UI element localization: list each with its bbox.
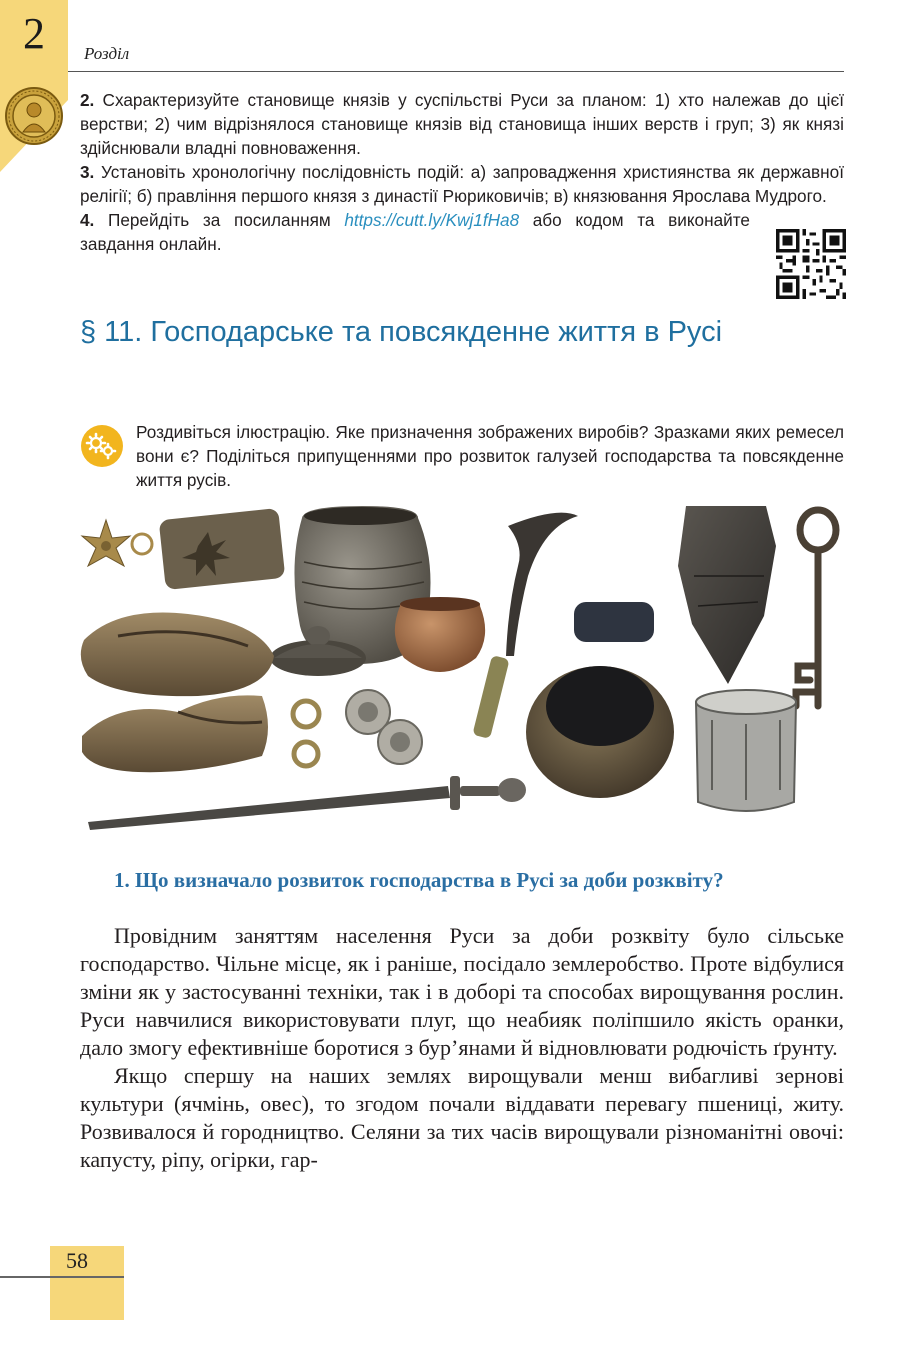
task-3: 3. Установіть хронологічну послідовність подій: а) запровадження християнства як державної релігії; б) правління першого князя з династії Рюриковичів; в) князювання Ярослава Мудрого. [80, 162, 844, 206]
paragraph: Провідним заняттям населення Руси за доби розквіту було сільське господарство. Чільне місце, як і раніше, посідало землеробство. Проте відбулися зміни як у застосуванні техніки, так і в доборі та способах вирощування рослин. Руси навчилися використовувати плуг, що неабияк поліпшило якість оранки, дало змогу ефективніше боротися з бур’янами й відновлювати родючість ґрунту. [80, 923, 844, 1060]
star-pendant [82, 520, 152, 566]
clay-pot-small [395, 597, 485, 672]
chapter-number: 2 [23, 9, 45, 58]
footer-rule [0, 1276, 124, 1278]
task-4: 4. Перейдіть за посиланням https://cutt.ly/Kwj1fHa8 або кодом та виконайте завдання онлайн. [80, 210, 750, 254]
task-list [80, 88, 844, 256]
signet-rings [293, 701, 319, 766]
casting-mold [159, 508, 286, 590]
silver-bracelet [696, 690, 796, 811]
ploughshare [678, 506, 776, 684]
leather-shoe-2 [82, 695, 268, 772]
artifacts-illustration [78, 506, 848, 836]
paragraph: Якщо спершу на наших землях вирощували менш вибагливі зернові культури (ячмінь, овес), то згодом почали віддавати перевагу пшениці, житу. Розвивалося й городництво. Селяни за тих часів вирощували різноманітні овочі: капусту, ріпу, огірки, гар- [80, 1063, 844, 1172]
chapter-label: Розділ [84, 44, 130, 63]
body-text [80, 922, 844, 1174]
task-link[interactable]: https://cutt.ly/Kwj1fHa8 [344, 210, 520, 230]
iron-key [796, 510, 836, 706]
header-rule [68, 71, 844, 72]
chapter-tab [0, 0, 68, 72]
section-title: § 11. Господарське та повсякденне життя в Русі [80, 316, 723, 348]
task-2: 2. Схарактеризуйте становище князів у суспільстві Руси за планом: 1) хто належав до цієї верстви; 2) чим відрізнялося становище князів від становища інших верств і груп; 3) як князі здійснювали владні повноваження. [80, 90, 844, 158]
iron-ingot [574, 602, 654, 642]
page-number: 58 [66, 1248, 88, 1273]
question-heading-1: 1. Що визначало розвиток господарства в Русі за доби розквіту? [114, 868, 724, 892]
bowl-with-grain [526, 666, 674, 798]
icon-emblem [4, 86, 64, 146]
gears-icon [80, 424, 124, 468]
leather-shoe-1 [81, 612, 274, 696]
sword [88, 776, 526, 830]
illustration-prompt: Роздивіться ілюстрацію. Яке призначення зображених виробів? Зразками яких ремесел вони є? Поділіться припущеннями про розвиток галузей господарства та повсякденне життя русів. [136, 422, 844, 490]
qr-code-icon[interactable] [776, 229, 846, 299]
temple-ornaments [346, 690, 422, 764]
